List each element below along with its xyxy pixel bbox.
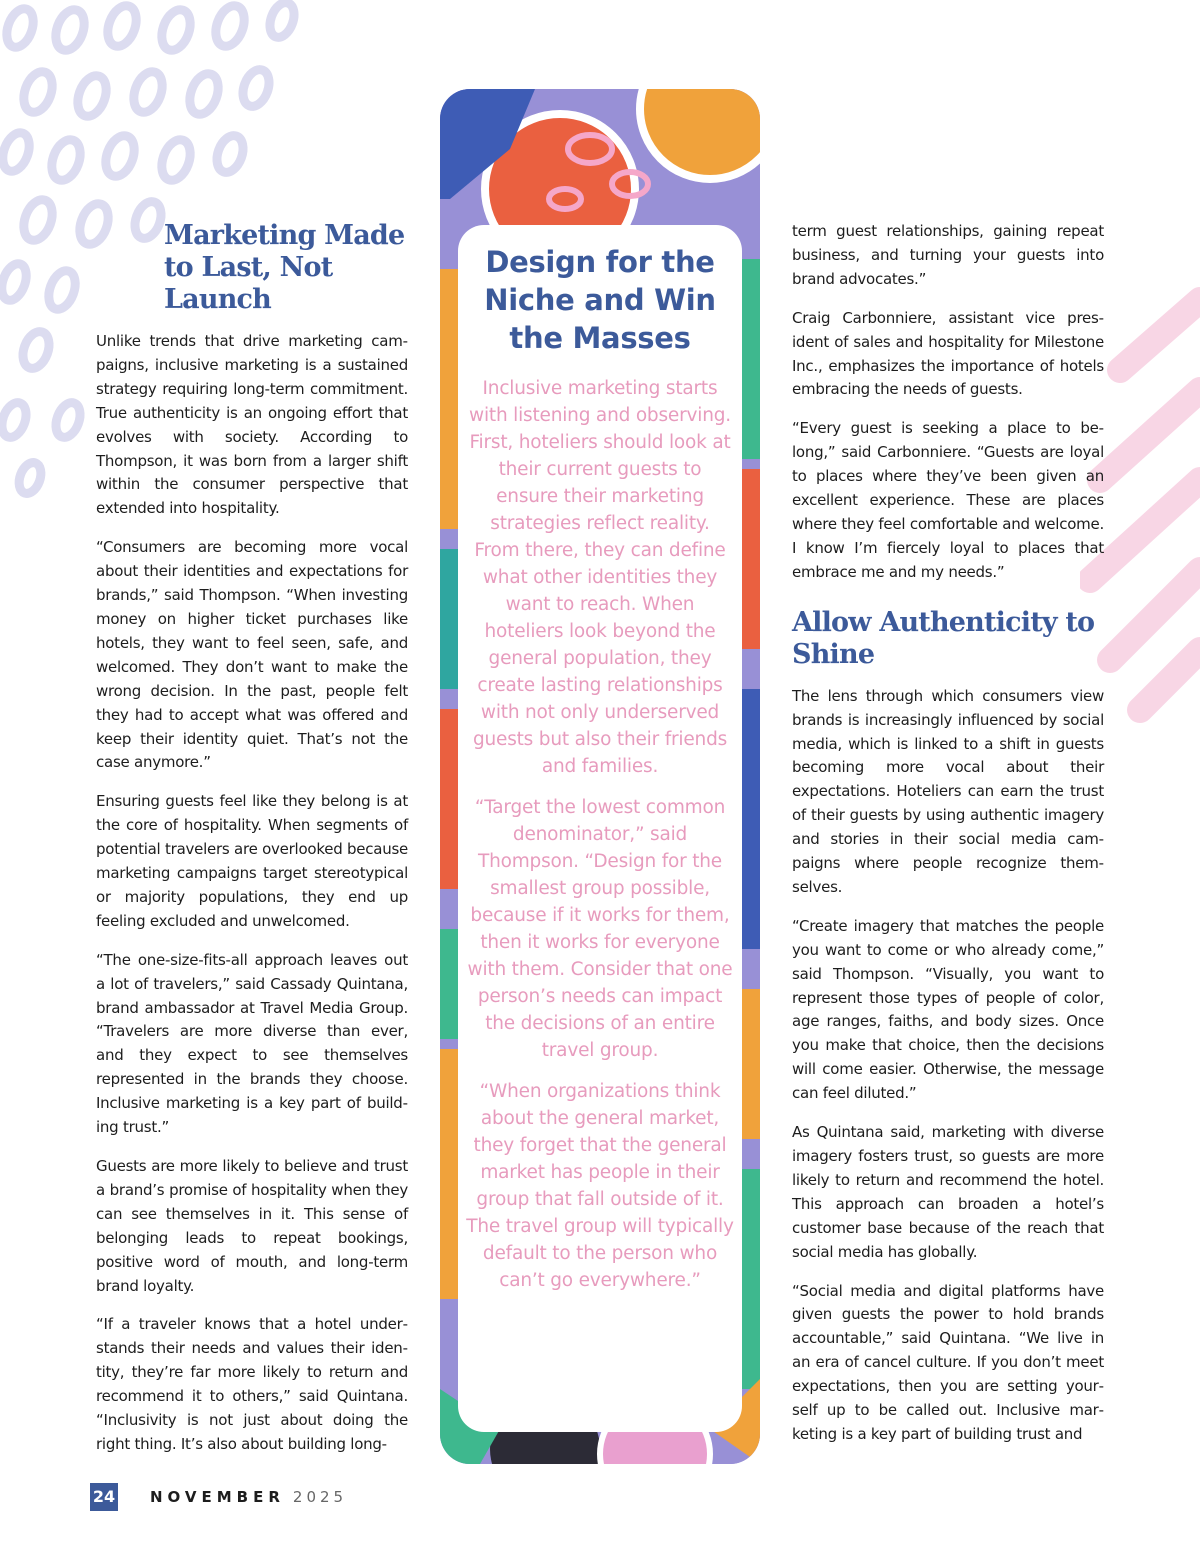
issue-year: 2025 [292,1488,348,1506]
paragraph: “Create imagery that matches the people you want to come or who already come,” said Thompson. “Visually, you want to represent those types of people of color, age ranges, faiths, and body sizes. Once you make that choice, then the decisions will come easier. Otherwise, the message can feel diluted.” [792,916,1104,1103]
callout-paragraph: “Target the lowest common denominator,” said Thompson. “Design for the smallest group possible, because if it works for them, then it works for everyone with them. Consider that one person’s needs can impact the decisions of an entire travel group. [467,797,733,1061]
paragraph: “Every guest is seeking a place to belong,” said Carbonniere. “Guests are loyal to places where they’ve been given an excellent experience. These are places where they feel comfortable and welcome. I know I’m fiercely loyal to places that embrace me and my needs.” [792,419,1104,581]
paragraph: The lens through which consumers view brands is increasingly influenced by social media, which is linked to a shift in guests becoming more vocal about their expectations. Hoteliers can earn the trust of their guests by using authentic imagery and stories in their social media campaigns where people recognize themselves. [792,686,1104,896]
right-column [792,220,1104,1462]
callout-title: Design for the Niche and Win the Masses [484,245,716,355]
paragraph: term guest relationships, gaining repeat business, and turning your guests into brand advocates.” [792,222,1104,288]
sidebar-callout [440,89,760,1464]
issue-month: NOVEMBER [150,1488,285,1506]
paragraph: Ensuring guests feel like they belong is at the core of hospitality. When segments of potential travelers are overlooked because marketing campaigns target stereotypical or majority populations, they end up feeling excluded and unwelcomed. [96,792,408,930]
paragraph: “Consumers are becoming more vocal about their identities and expectations for brands,” said Thompson. “When investing money on higher ticket purchases like hotels, they want to feel seen, safe, and welcomed. They don’t want to make the wrong decision. In the past, people felt they had to accept what was offered and keep their identity quiet. That’s not the case anymore.” [96,538,408,772]
paragraph: “Social media and digital platforms have given guests the power to hold brands accountable,” said Quintana. “We live in an era of cancel culture. If you don’t meet expectations, then you are setting yourself up to be called out. Inclusive marketing is a key part of building trust and [792,1281,1104,1443]
section-heading-authenticity: Allow Authenticity to Shine [792,606,1095,670]
paragraph: As Quintana said, marketing with diverse imagery fosters trust, so guests are more likely to return and recommend the hotel. This approach can broaden a hotel’s customer base because of the reach that social media has globally. [792,1123,1104,1261]
paragraph: Unlike trends that drive marketing campaigns, inclusive marketing is a sustained strategy requiring long-term commitment. True authenticity is an ongoing effort that evolves with society. According to Thompson, it was born from a larger shift within the consumer perspective that extended into hospitality. [96,332,408,518]
paragraph: Guests are more likely to believe and trust a brand’s promise of hospitality when they can see themselves in it. This sense of belonging leads to repeat bookings, positive word of mouth, and long-term brand loyalty. [96,1157,408,1295]
page-number: 24 [90,1483,118,1511]
callout-paragraph: “When organizations think about the general market, they forget that the general market has people in their group that fall outside of it. The travel group will typically default to the person who can’t go everywhere.” [466,1081,734,1291]
section-heading-marketing: Marketing Made to Last, Not Launch [164,220,405,315]
callout-paragraph: Inclusive marketing starts with listening and observing. First, hoteliers should look at their current guests to ensure their marketing strategies reflect reality. From there, they can define what other identities they want to reach. When hoteliers look beyond the general population, they create lasting relationships with not only underserved guests but also their friends and families. [469,378,731,777]
paragraph: Craig Carbonniere, assistant vice president of sales and hospitality for Milestone Inc., emphasizes the importance of hotels embracing the needs of guests. [792,308,1104,399]
paragraph: “The one-size-fits-all approach leaves out a lot of travelers,” said Cassady Quintana, brand ambassador at Travel Media Group. “Travelers are more diverse than ever, and they expect to see themselves represented in the brands they choose. Inclusive marketing is a key part of building trust.” [96,950,408,1137]
left-column [96,220,408,1472]
page-footer [90,1483,347,1511]
paragraph: “If a traveler knows that a hotel understands their needs and values their identity, they’re far more likely to return and recommend it to others,” said Quintana. “Inclusivity is not just about doing the right thing. It’s also about building long- [96,1315,408,1453]
callout-card [458,225,742,1432]
